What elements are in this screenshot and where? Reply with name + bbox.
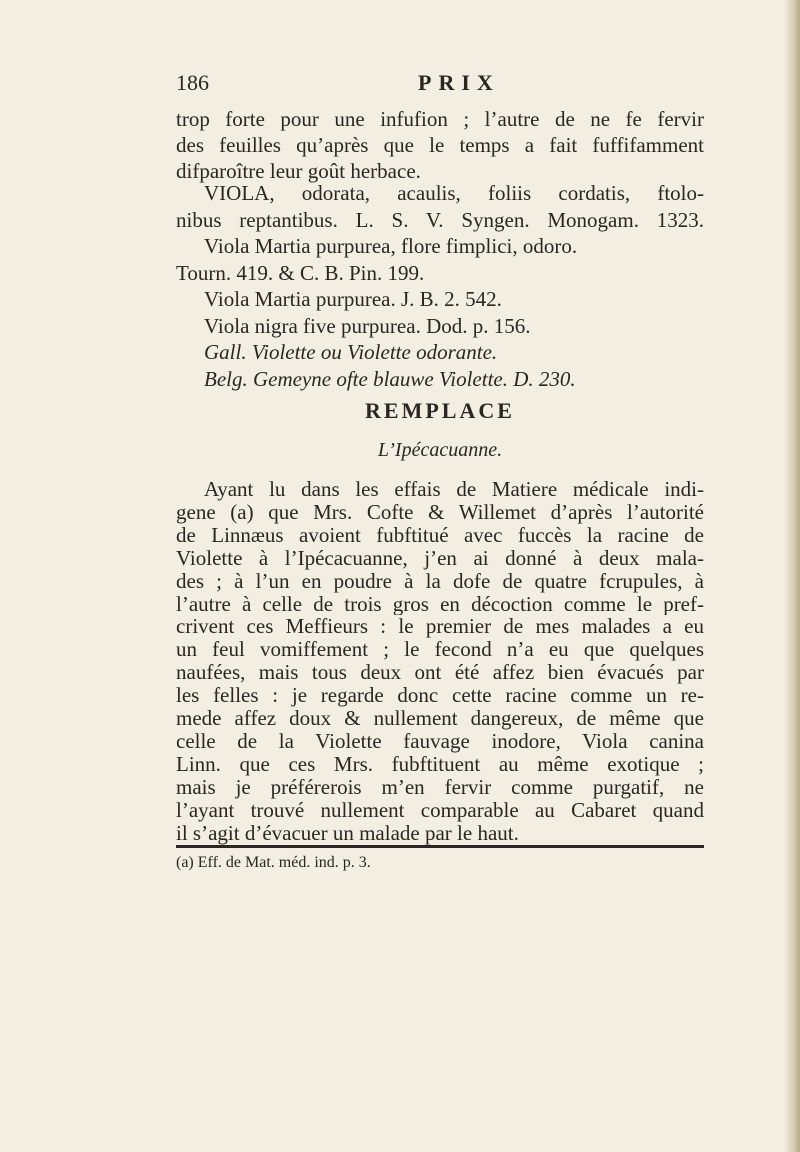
synonym-line: Viola Martia purpurea. J. B. 2. 542. xyxy=(204,287,502,311)
dutch-name-line: Belg. Gemeyne ofte blauwe Violette. D. 230. xyxy=(204,366,576,391)
footnote-rule xyxy=(176,845,704,848)
viola-entry xyxy=(176,180,704,392)
text-line: l’autre à celle de trois gros en décoction comme le pref- xyxy=(176,592,704,616)
text-line: de Linnæus avoient fubftitué avec fuccès la racine de xyxy=(176,523,704,547)
text-line: des feuilles qu’après que le temps a fait fuffifamment xyxy=(176,133,704,157)
section-heading: REMPLACE xyxy=(365,398,515,423)
page-edge-shadow xyxy=(784,0,800,1152)
text-line: naufées, mais tous deux ont été affez bien évacués par xyxy=(176,661,704,685)
section-subheading: L’Ipécacuanne. xyxy=(377,439,503,461)
running-head: PRIX xyxy=(418,70,500,95)
text-line: Linn. que ces Mrs. fubftituent au même exotique ; xyxy=(176,752,704,776)
text-line: gene (a) que Mrs. Cofte & Willemet d’après l’autorité xyxy=(176,500,704,524)
paragraph-infusion xyxy=(176,106,704,184)
viola-species-line: VIOLA, odorata, acaulis, foliis cordatis, ftolo- xyxy=(204,181,704,205)
french-name-line: Gall. Violette ou Violette odorante. xyxy=(204,340,498,364)
text-line: trop forte pour une infufion ; l’autre de ne fe fervir xyxy=(176,107,704,131)
text-line: il s’agit d’évacuer un malade par le haut. xyxy=(176,821,519,845)
synonym-line: Viola nigra five purpurea. Dod. p. 156. xyxy=(204,313,531,338)
page-header xyxy=(176,66,704,98)
text-line: nibus reptantibus. L. S. V. Syngen. Monogam. 1323. xyxy=(176,207,704,232)
text-line: les felles : je regarde donc cette racine comme un re- xyxy=(176,684,704,708)
text-line: difparoître leur goût herbace. xyxy=(176,159,421,183)
text-line: Violette à l’Ipécacuanne, j’en ai donné à deux mala- xyxy=(176,546,704,570)
text-line: Ayant lu dans les effais de Matiere médicale indi- xyxy=(204,478,704,501)
text-line: un feul vomiffement ; le fecond n’a eu que quelques xyxy=(176,638,704,662)
text-line: celle de la Violette fauvage inodore, Viola canina xyxy=(176,729,704,753)
text-line: Tourn. 419. & C. B. Pin. 199. xyxy=(176,260,425,285)
paragraph-ipecacuanha xyxy=(176,478,704,845)
synonym-line: Viola Martia purpurea, flore fimplici, odoro. xyxy=(204,234,578,258)
text-line: l’ayant trouvé nullement comparable au Cabaret quand xyxy=(176,798,704,822)
text-line: des ; à l’un en poudre à la dofe de quatre fcrupules, à xyxy=(176,569,704,593)
text-line: crivent ces Meffieurs : le premier de mes malades a eu xyxy=(176,615,704,639)
footnote: (a) Eff. de Mat. méd. ind. p. 3. xyxy=(176,854,371,871)
page-number: 186 xyxy=(176,70,209,95)
text-line: mais je préférerois m’en fervir comme purgatif, ne xyxy=(176,775,704,799)
text-line: mede affez doux & nullement dangereux, de même que xyxy=(176,707,704,730)
